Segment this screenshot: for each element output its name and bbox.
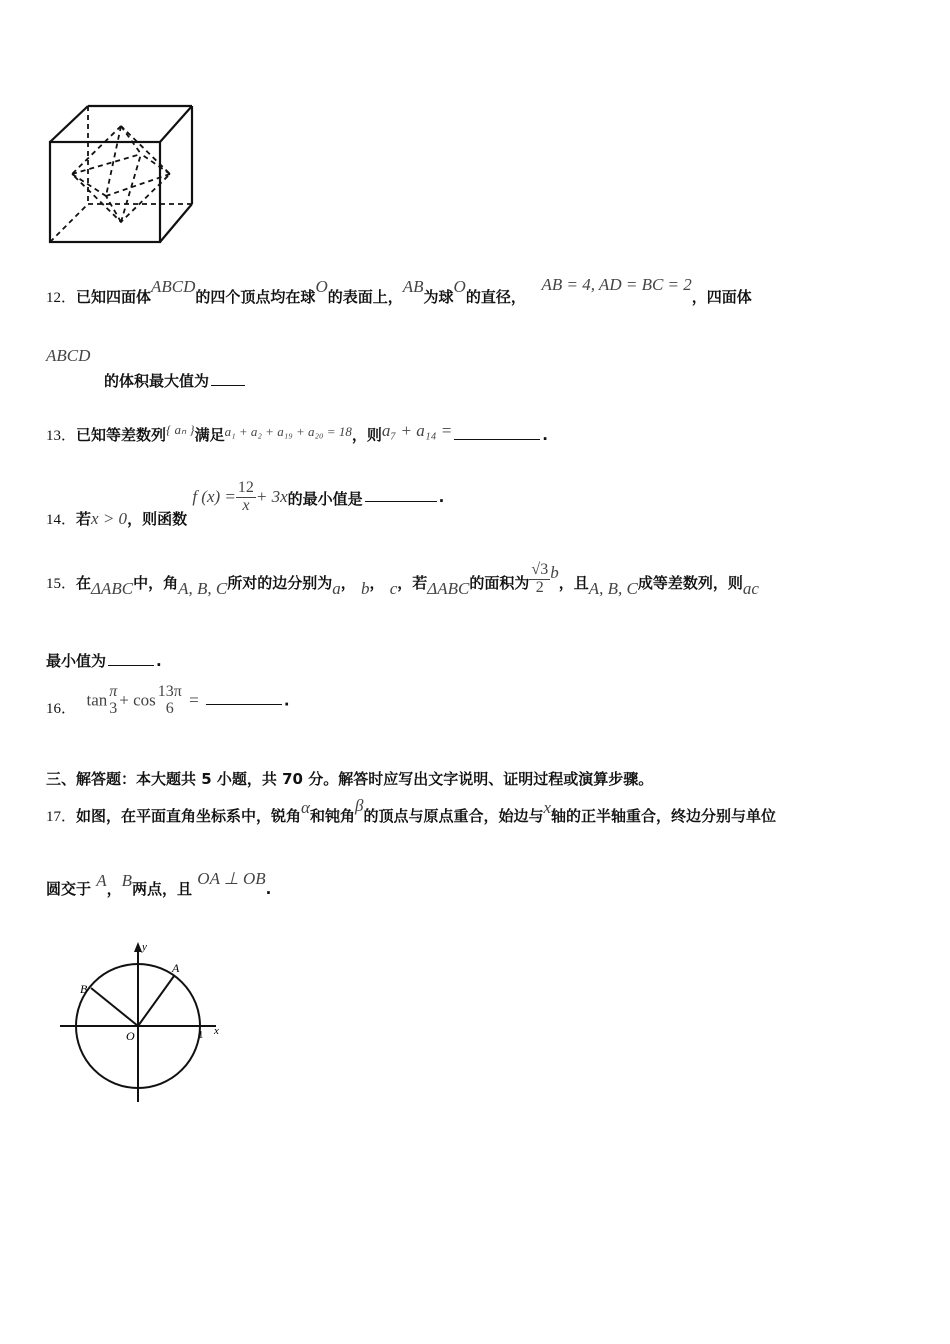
answer-blank[interactable] [211, 384, 245, 386]
question-16: 16． tan π 3 + cos 13π 6 = . [46, 683, 290, 718]
answer-blank[interactable] [365, 500, 437, 502]
question-number: 12． [46, 290, 77, 306]
question-13: 13．已知等差数列{ aₙ }满足a₁ + a₂ + a₁₉ + a₂₀ = 18，则a₇ + a₁₄ = . [46, 421, 548, 444]
fraction-sqrt3-over-2: $\frac{√3}{2}$ [531, 561, 549, 596]
point-A-label: A [172, 961, 180, 975]
unit-label: 1 [198, 1029, 204, 1041]
question-15: 15．在ΔABC中，角A, B, C所对的边分别为a， b， c，若ΔABC的面积为 $\frac{√3}{2}$ b，且A, B, C成等差数列，则ac [46, 561, 759, 598]
origin-label: O [126, 1029, 135, 1043]
question-15-continued: 最小值为 . [46, 652, 162, 670]
answer-blank[interactable] [454, 438, 540, 440]
answer-blank[interactable] [206, 703, 282, 705]
condition-math: AB = 4, AD = BC = 2 [541, 275, 692, 294]
y-axis-label: y [142, 941, 147, 953]
octahedron-dashed [50, 106, 192, 242]
point-B-label: B [80, 982, 88, 996]
fraction-12-over-x: $\frac{12}{x}$ [237, 479, 254, 514]
question-number: 13． [46, 428, 77, 444]
x-axis-label: x [214, 1025, 219, 1037]
answer-blank[interactable] [108, 664, 154, 666]
question-17-continued: 圆交于 A，B两点，且 OA ⊥ OB. [46, 869, 272, 898]
question-12-continued: ABCD 的体积最大值为 [46, 358, 189, 399]
fraction-pi-over-3: π 3 [109, 683, 118, 717]
question-12: 12．已知四面体ABCD的四个顶点均在球O的表面上，AB为球O的直径， AB = 4, AD = BC = 2，四面体 [46, 275, 752, 306]
fraction-13pi-over-6: 13π 6 [157, 683, 182, 717]
question-17: 17．如图，在平面直角坐标系中，锐角α和钝角β的顶点与原点重合，始边与x轴的正半轴重合，终边分别与单位 [46, 796, 777, 825]
cube-figure [46, 100, 196, 246]
question-number: 14． [46, 511, 77, 528]
question-14: 14．若x > 0，则函数 f (x) = $\frac{12}{x}$ + 3x的最小值是 . [46, 479, 445, 528]
question-number: 17． [46, 809, 77, 825]
cube-front-face [50, 142, 160, 242]
ray-OA [138, 976, 174, 1026]
question-number: 15． [46, 575, 77, 592]
ray-OB [91, 988, 138, 1026]
section-3-heading: 三、解答题：本大题共 5 小题，共 70 分。解答时应写出文字说明、证明过程或演算步骤。 [46, 770, 654, 788]
question-number: 16． [46, 701, 77, 718]
unit-circle-figure [58, 938, 234, 1106]
